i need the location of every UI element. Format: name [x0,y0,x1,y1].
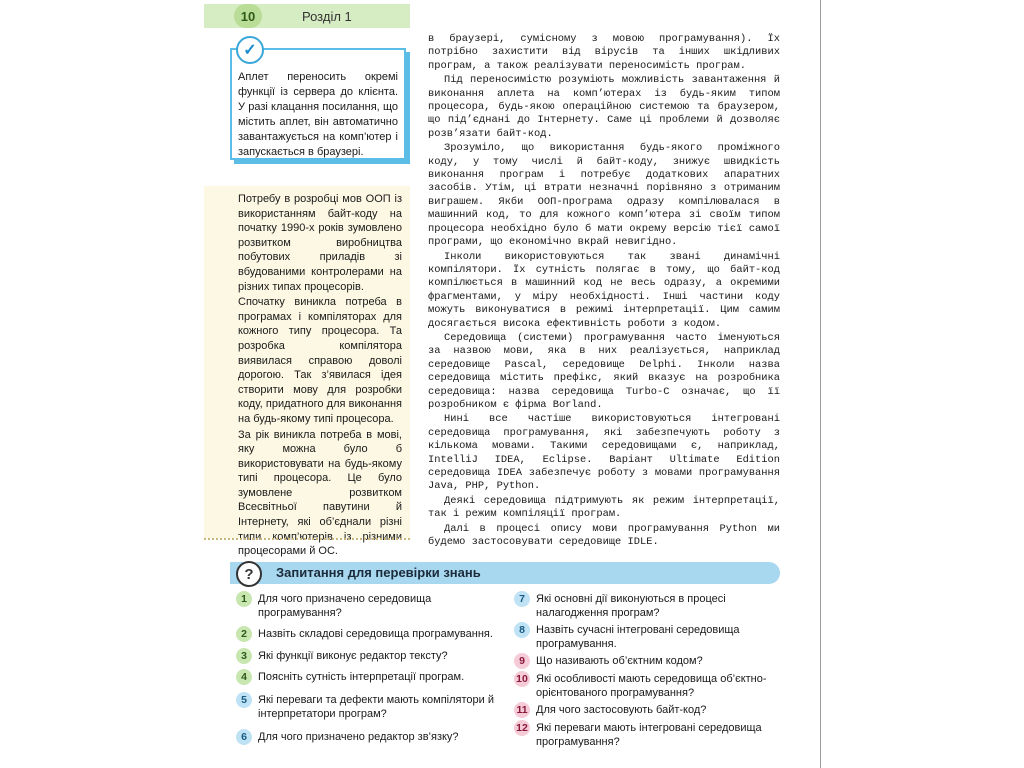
main-text-column [428,33,780,550]
section-title: Розділ 1 [302,8,352,24]
question-item [514,672,772,700]
applet-note-text: Аплет переносить окремі функції із сервера до клієнта. У разі клацання посилання, що містить аплет, він автоматично завантажується на комп’ютер і запускається в браузері. [238,71,398,158]
question-item [514,654,772,669]
page-edge-line [820,0,821,768]
question-number: 3 [236,648,252,664]
question-text: Для чого призначено середовища програмування? [258,593,432,619]
check-icon: ✓ [236,36,264,64]
main-paragraph: Середовища (системи) програмування часто іменуються за назвою мови, яка в них реалізується, наприклад середовище Pascal, середовище Delphi. Інколи назва середовища містить префікс, який вказує на розробника середовища: назва середовища Turbo-C означає, що її розробником є фірма Borland. [428,331,780,411]
question-text: Поясніть сутність інтерпретації програм. [258,671,465,683]
question-number: 10 [514,671,530,687]
question-text: Що називають об’єктним кодом? [536,655,703,667]
question-item [236,693,494,721]
main-paragraph: в браузері, сумісному з мовою програмування). Їх потрібно захистити від вірусів та інших шкідливих програм, а також реалізувати переносимість програм. [428,33,780,72]
question-item [236,730,494,745]
main-paragraph: Інколи використовуються так звані динамічні компілятори. Їх сутність полягає в тому, що байт-код компілюється в машинний код не весь одразу, а окремими фрагментами, у міру необхідності. Інші частини коду можуть виконуватися в режимі інтерпретації. Цим самим досягається висока ефективність роботи з кодом. [428,250,780,330]
question-item [236,627,494,642]
question-item [236,649,494,664]
main-paragraph: Нині все частіше використовуються інтегровані середовища програмування, які забезпечують роботу з кількома мовами. Такими середовищами є, наприклад, IntelliJ IDEA, Eclipse. Варіант Ultimate Edition середовища IDEA забезпечує роботу з мовами програмування Java, PHP, Python. [428,413,780,493]
question-number: 7 [514,591,530,607]
question-text: Для чого застосовують байт-код? [536,704,707,716]
question-item [514,592,772,620]
question-number: 6 [236,729,252,745]
applet-note-box [230,48,406,160]
question-item [236,592,494,620]
question-text: Які основні дії виконуються в процесі налагодження програм? [536,593,726,619]
page-header [204,4,410,28]
question-text: Назвіть сучасні інтегровані середовища програмування. [536,624,740,650]
question-icon: ? [236,561,262,587]
history-paragraph: За рік виникла потреба в мові, яку можна було б використовувати на будь-якому типі процесора. Це було зумовлене розвитком Всесвітньої павутини й Інтернету, які об’єднали різні типи комп’ютерів із різними процесорами й ОС. [238,428,402,558]
question-text: Які особливості мають середовища об’єктно-орієнтованого програмування? [536,673,767,699]
question-item [514,623,772,651]
question-number: 9 [514,653,530,669]
question-number: 5 [236,692,252,708]
question-item [236,670,494,685]
history-paragraph: Потребу в розробці мов ООП із використанням байт-коду на початку 1990-х років зумовлено розвитком виробництва побутових приладів зі вбудованими контролерами на різних типах процесорів. [238,193,402,293]
question-item [514,721,772,749]
question-number: 2 [236,626,252,642]
history-box [204,186,410,558]
question-number: 4 [236,669,252,685]
page-number: 10 [234,4,262,28]
question-number: 12 [514,720,530,736]
question-number: 8 [514,622,530,638]
main-paragraph: Під переносимістю розуміють можливість завантаження й виконання аплета на комп’ютерах із будь-яким типом процесора, будь-якою операційною системою та браузером, що під’єднані до Інтернету. Саме ці проблеми й дозволяє розв’язати байт-код. [428,74,780,140]
dotted-divider [204,538,410,540]
question-text: Назвіть складові середовища програмування. [258,628,493,640]
main-paragraph: Деякі середовища підтримують як режим інтерпретації, так і режим компіляції програм. [428,494,780,521]
question-text: Для чого призначено редактор зв’язку? [258,731,459,743]
question-text: Які функції виконує редактор тексту? [258,650,448,662]
textbook-page [200,0,782,768]
main-paragraph: Зрозуміло, що використання будь-якого проміжного коду, у тому числі й байт-коду, знижує швидкість виконання програм і потребує додаткових апаратних засобів. Утім, ці втрати незначні порівняно з отриманим виграшем. Якби ООП-програма одразу компілювалася в машинний код, то для кожного комп’ютера зі своїм типом процесора необхідно було б мати окрему версію тієї самої програми, що економічно вкрай невигідно. [428,142,780,249]
question-number: 11 [514,702,530,718]
history-paragraph: Спочатку виникла потреба в програмах і компіляторах для кожного типу процесора. Та розробка компілятора виявилася справою доволі дорогою. Так з’явилася ідея створити мову для розробки коду, придатного для виконання на будь-якому типі процесора. [238,296,402,425]
question-text: Які переваги та дефекти мають компілятори й інтерпретатори програм? [258,694,494,720]
question-number: 1 [236,591,252,607]
questions-title: Запитання для перевірки знань [276,565,481,580]
main-paragraph: Далі в процесі опису мови програмування Python ми будемо застосовувати середовище IDLE. [428,522,780,549]
question-item [514,703,772,718]
question-text: Які переваги мають інтегровані середовища програмування? [536,722,762,748]
